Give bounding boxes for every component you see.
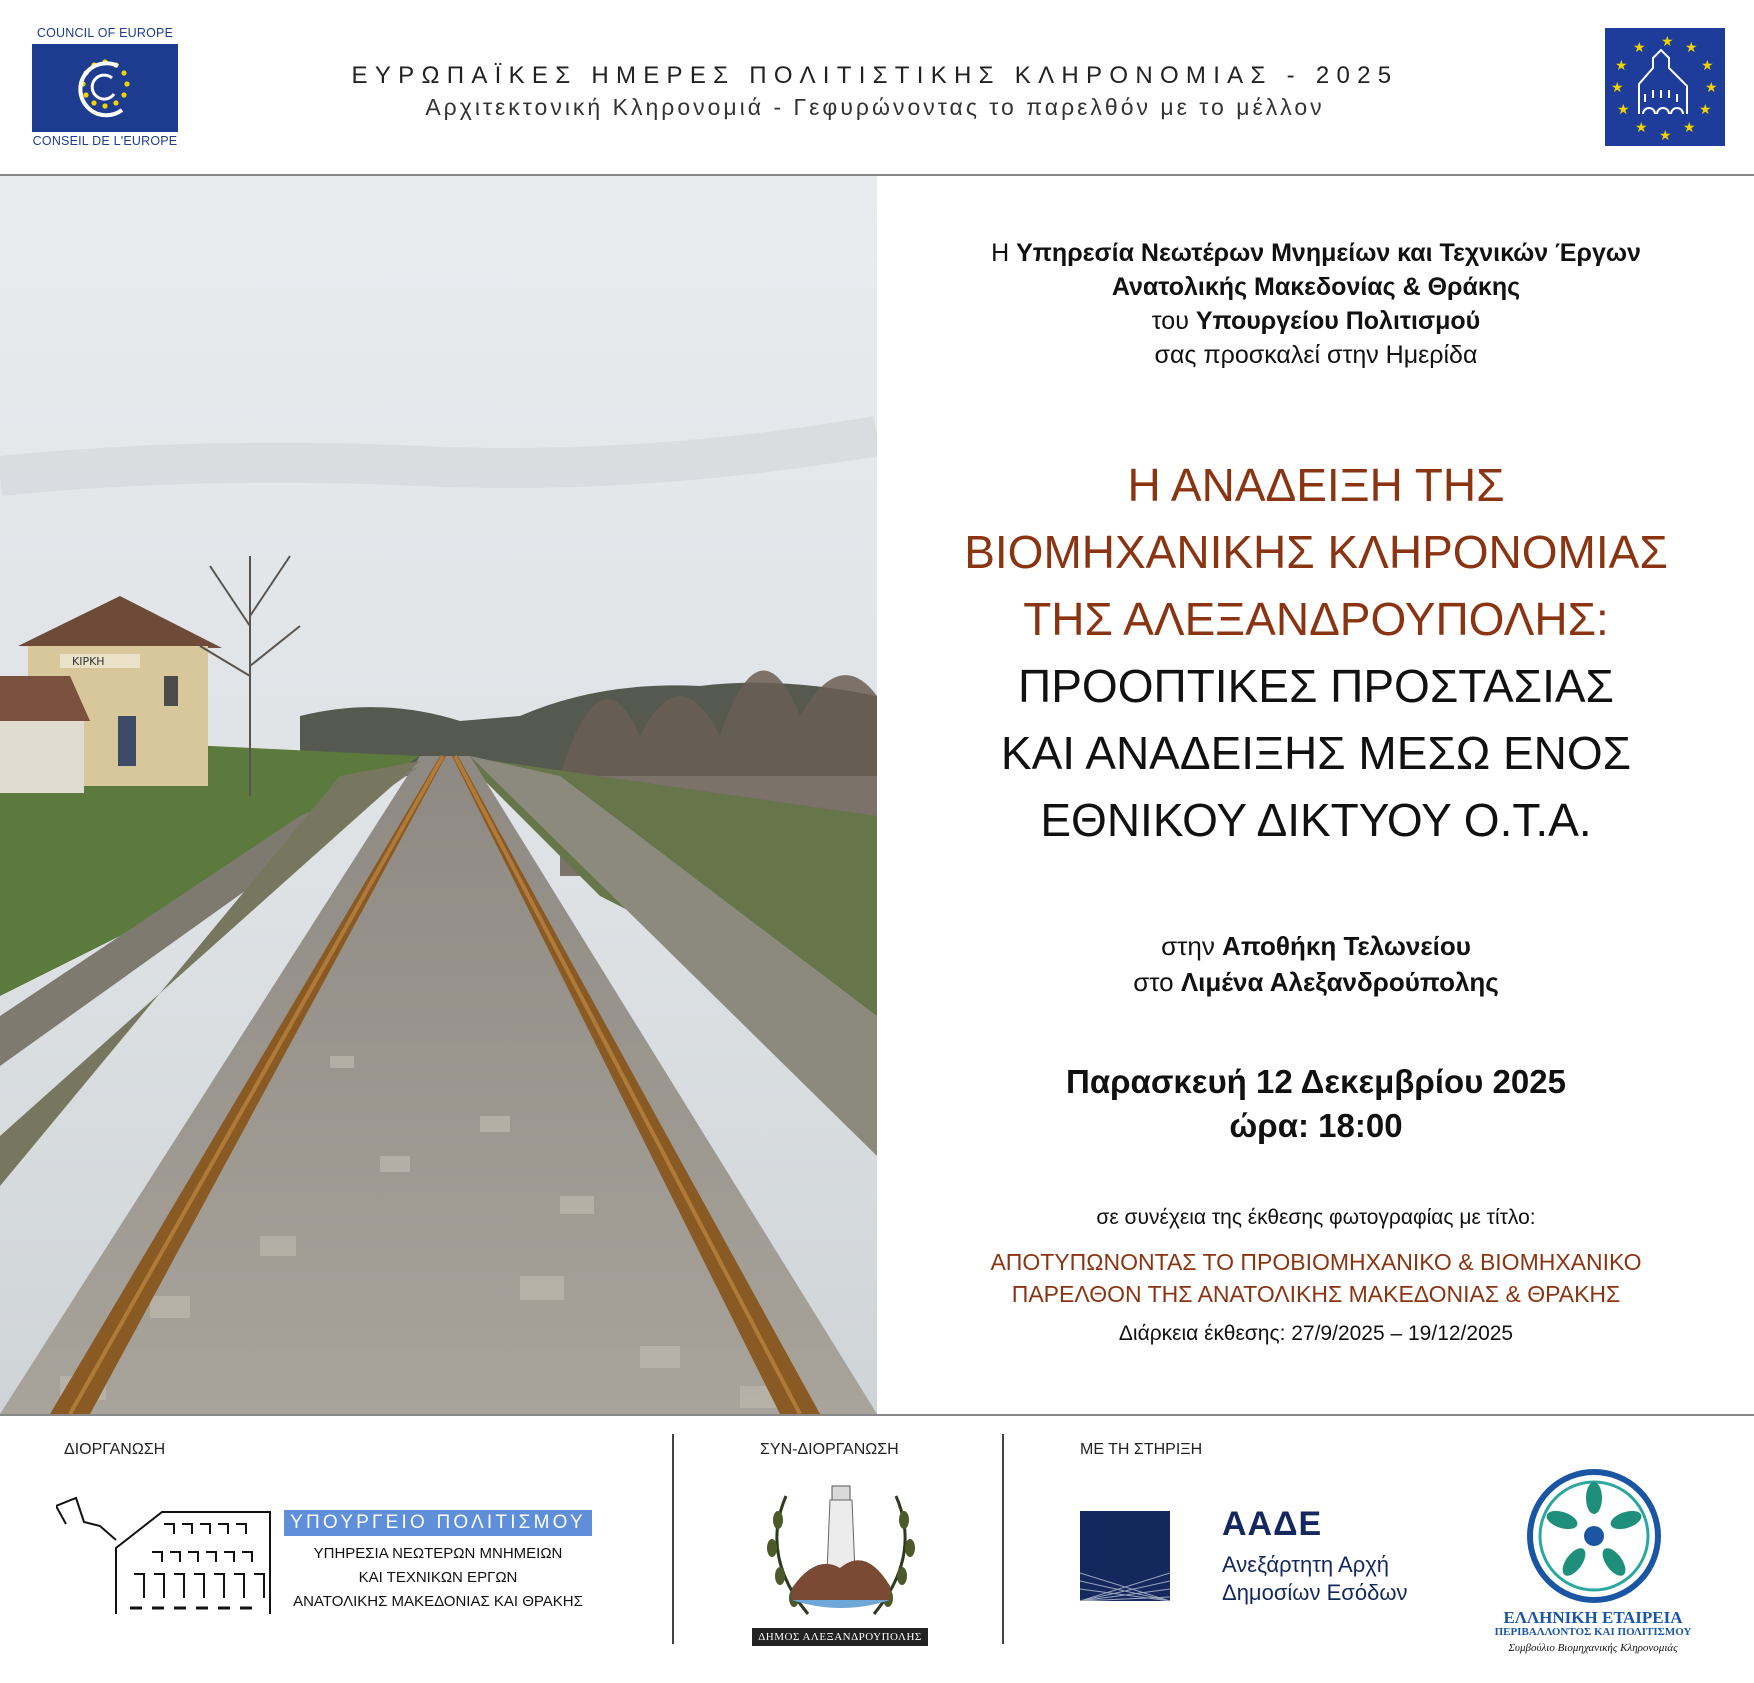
invitation-text bbox=[900, 236, 1732, 372]
event-datetime bbox=[900, 1060, 1732, 1148]
svg-text:★: ★ bbox=[1617, 102, 1630, 118]
ministry-name: Υπουργείου Πολιτισμού bbox=[1195, 307, 1481, 335]
footer-divider bbox=[0, 1414, 1754, 1416]
ele-council: Συμβούλιο Βιομηχανικής Κληρονομιάς bbox=[1508, 1642, 1678, 1654]
exhibition-title-line: ΑΠΟΤΥΠΩΝΟΝΤΑΣ ΤΟ ΠΡΟΒΙΟΜΗΧΑΝΙΚΟ & ΒΙΟΜΗΧΑΝΙΚΟ bbox=[990, 1249, 1642, 1275]
event-subtitle-line: ΠΡΟΟΠΤΙΚΕΣ ΠΡΟΣΤΑΣΙΑΣ bbox=[1018, 660, 1614, 712]
railway-tracks-photo bbox=[0, 176, 877, 1414]
svg-text:★: ★ bbox=[1633, 40, 1646, 56]
event-subtitle-line: ΚΑΙ ΑΝΑΔΕΙΞΗΣ ΜΕΣΩ ΕΝΟΣ bbox=[1000, 727, 1632, 779]
header-title: ΕΥΡΩΠΑΪΚΕΣ ΗΜΕΡΕΣ ΠΟΛΙΤΙΣΤΙΚΗΣ ΚΛΗΡΟΝΟΜΙΑΣ - 2025 bbox=[351, 62, 1399, 89]
footer-separator bbox=[1002, 1434, 1004, 1644]
station-sign: ΚΙΡΚΗ bbox=[72, 655, 105, 668]
coe-logo-top-text: COUNCIL OF EUROPE bbox=[36, 26, 174, 40]
footer-separator bbox=[672, 1434, 674, 1644]
invitation-prefix: Η bbox=[991, 239, 1017, 267]
european-heritage-days-icon bbox=[1605, 28, 1725, 146]
exhibition-title bbox=[900, 1246, 1732, 1310]
venue-location: Λιμένα Αλεξανδρούπολης bbox=[1180, 967, 1499, 997]
header-subtitle: Αρχιτεκτονική Κληρονομιά - Γεφυρώνοντας το παρελθόν με το μέλλον bbox=[425, 94, 1325, 120]
council-of-europe-icon bbox=[32, 44, 178, 132]
svg-text:★: ★ bbox=[1661, 34, 1674, 50]
venue bbox=[900, 928, 1732, 1000]
aade-subtitle: Ανεξάρτητη Αρχή bbox=[1222, 1552, 1389, 1577]
svg-text:★: ★ bbox=[1635, 120, 1648, 136]
svg-text:★: ★ bbox=[1699, 102, 1712, 118]
event-title-line: Η ΑΝΑΔΕΙΞΗ ΤΗΣ bbox=[1127, 459, 1505, 511]
svg-text:★: ★ bbox=[1659, 128, 1672, 144]
municipality-name: ΔΗΜΟΣ ΑΛΕΞΑΝΔΡΟΥΠΟΛΗΣ bbox=[752, 1628, 928, 1646]
event-time: ώρα: 18:00 bbox=[1229, 1107, 1403, 1144]
coorganizer-label: ΣΥΝ-ΔΙΟΡΓΑΝΩΣΗ bbox=[760, 1441, 899, 1458]
ministry-service-line: ΥΠΗΡΕΣΙΑ ΝΕΩΤΕΡΩΝ ΜΝΗΜΕΙΩΝ bbox=[313, 1545, 563, 1562]
organizer-label: ΔΙΟΡΓΑΝΩΣΗ bbox=[64, 1441, 166, 1458]
event-subtitle-line: ΕΘΝΙΚΟΥ ΔΙΚΤΥΟΥ Ο.Τ.Α. bbox=[1040, 794, 1592, 846]
svg-text:★: ★ bbox=[1705, 80, 1718, 96]
coe-logo-bottom-text: CONSEIL DE L'EUROPE bbox=[32, 134, 178, 148]
aade-subtitle: Δημοσίων Εσόδων bbox=[1222, 1580, 1408, 1605]
ministry-prefix: του bbox=[1151, 307, 1196, 335]
svg-text:★: ★ bbox=[1685, 40, 1698, 56]
service-region: Ανατολικής Μακεδονίας & Θράκης bbox=[1111, 273, 1521, 301]
aade-logo-icon bbox=[1080, 1511, 1170, 1601]
svg-text:★: ★ bbox=[1611, 80, 1624, 96]
svg-text:★: ★ bbox=[1683, 120, 1696, 136]
svg-text:★: ★ bbox=[1615, 58, 1628, 74]
event-date: Παρασκευή 12 Δεκεμβρίου 2025 bbox=[1066, 1063, 1566, 1100]
event-title-line: ΤΗΣ ΑΛΕΞΑΝΔΡΟΥΠΟΛΗΣ: bbox=[1023, 593, 1609, 645]
ministry-banner: ΥΠΟΥΡΓΕΙΟ ΠΟΛΙΤΙΣΜΟΥ bbox=[284, 1510, 592, 1536]
svg-text:★: ★ bbox=[1701, 58, 1714, 74]
municipality-emblem-icon bbox=[756, 1476, 926, 1626]
venue-name: Αποθήκη Τελωνείου bbox=[1222, 931, 1471, 961]
service-name: Υπηρεσία Νεωτέρων Μνημείων και Τεχνικών Έργων bbox=[1016, 239, 1641, 267]
venue-prefix: στο bbox=[1133, 967, 1181, 997]
exhibition-title-line: ΠΑΡΕΛΘΟΝ ΤΗΣ ΑΝΑΤΟΛΙΚΗΣ ΜΑΚΕΔΟΝΙΑΣ & ΘΡΑΚΗΣ bbox=[1011, 1281, 1621, 1307]
aade-name: ΑΑΔΕ bbox=[1222, 1505, 1323, 1543]
ministry-building-icon bbox=[56, 1494, 280, 1616]
exhibition-intro: σε συνέχεια της έκθεσης φωτογραφίας με τίτλο: bbox=[1096, 1206, 1536, 1229]
venue-prefix: στην bbox=[1161, 931, 1223, 961]
event-title-line: ΒΙΟΜΗΧΑΝΙΚΗΣ ΚΛΗΡΟΝΟΜΙΑΣ bbox=[964, 526, 1668, 578]
ele-logo-icon bbox=[1526, 1468, 1662, 1604]
ele-subtitle: ΠΕΡΙΒΑΛΛΟΝΤΟΣ ΚΑΙ ΠΟΛΙΤΙΣΜΟΥ bbox=[1494, 1626, 1692, 1638]
ministry-service-line: ΚΑΙ ΤΕΧΝΙΚΩΝ ΕΡΓΩΝ bbox=[358, 1569, 518, 1586]
invitation-line: σας προσκαλεί στην Ημερίδα bbox=[1154, 341, 1478, 369]
support-label: ΜΕ ΤΗ ΣΤΗΡΙΞΗ bbox=[1080, 1441, 1203, 1458]
event-title bbox=[900, 452, 1732, 854]
ministry-service-line: ΑΝΑΤΟΛΙΚΗΣ ΜΑΚΕΔΟΝΙΑΣ ΚΑΙ ΘΡΑΚΗΣ bbox=[293, 1593, 583, 1610]
ele-name: ΕΛΛΗΝΙΚΗ ΕΤΑΙΡΕΙΑ bbox=[1503, 1608, 1683, 1627]
exhibition-duration: Διάρκεια έκθεσης: 27/9/2025 – 19/12/2025 bbox=[1118, 1322, 1514, 1345]
